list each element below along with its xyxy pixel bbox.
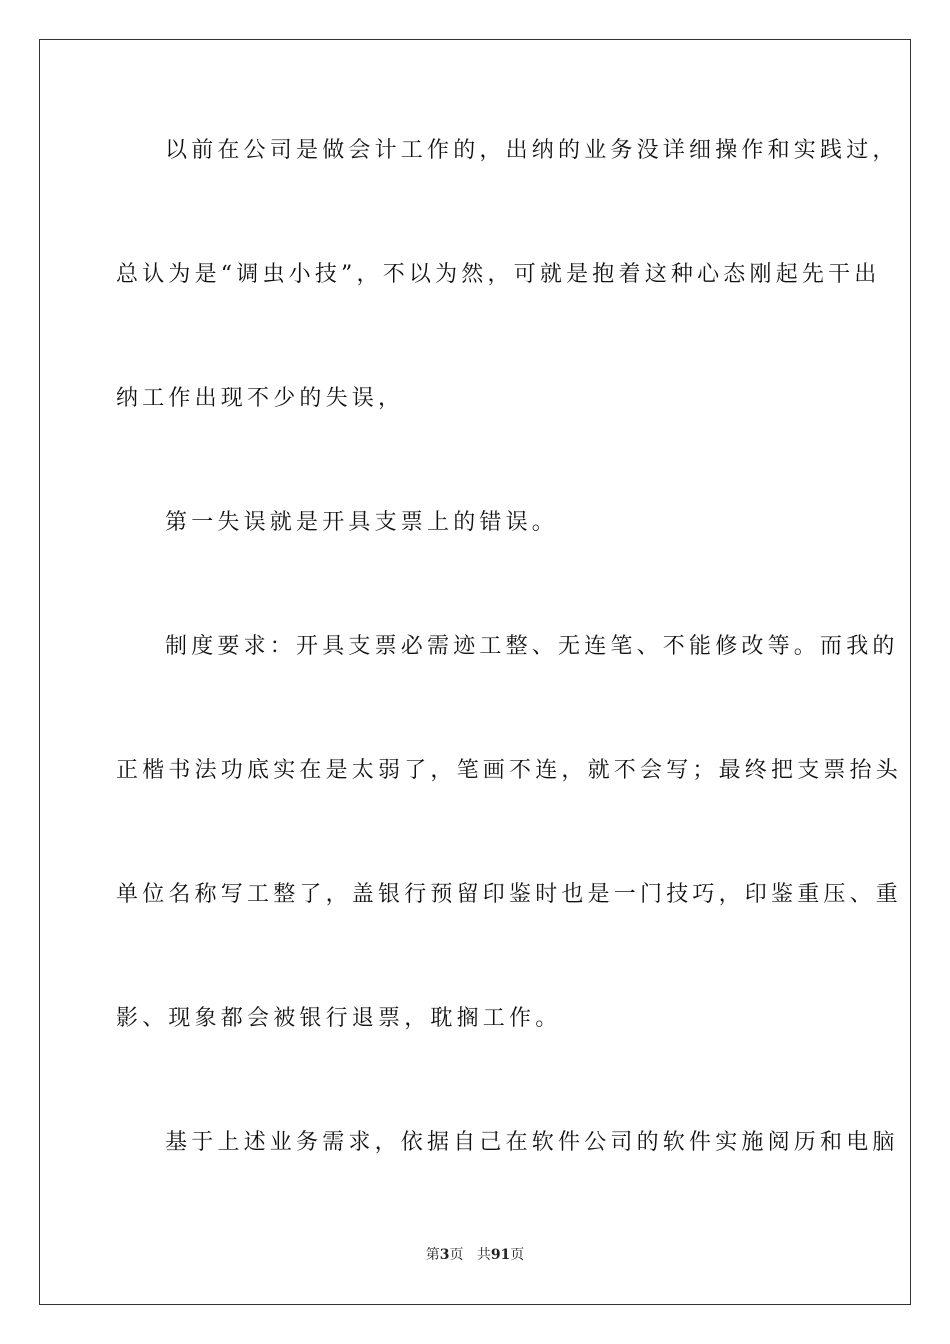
paragraph-3-line-4: 影、现象都会被银行退票，耽搁工作。: [116, 1006, 562, 1031]
paragraph-4-line-1: 基于上述业务需求，依据自己在软件公司的软件实施阅历和电脑: [165, 1130, 899, 1155]
total-prefix: 共: [476, 1247, 491, 1263]
paragraph-3-line-3: 单位名称写工整了，盖银行预留印鉴时也是一门技巧，印鉴重压、重: [116, 882, 903, 907]
paragraph-1-line-1: 以前在公司是做会计工作的，出纳的业务没详细操作和实践过，: [165, 138, 899, 163]
paragraph-1-line-2: 总认为是“调虫小技”，不以为然，可就是抱着这种心态刚起先干出: [116, 262, 881, 287]
paragraph-3-line-1: 制度要求：开具支票必需迹工整、无连笔、不能修改等。而我的: [165, 634, 899, 659]
page-suffix: 页: [449, 1247, 464, 1263]
paragraph-1-line-3: 纳工作出现不少的失误，: [116, 386, 405, 411]
total-suffix: 页: [510, 1247, 525, 1263]
paragraph-2-line-1: 第一失误就是开具支票上的错误。: [165, 510, 559, 535]
paragraph-3-line-2: 正楷书法功底实在是太弱了，笔画不连，就不会写；最终把支票抬头: [116, 758, 903, 783]
page-footer: [0, 1246, 950, 1264]
page-border: [39, 39, 911, 1305]
total-pages: 91: [490, 1247, 511, 1263]
page-number: 3: [439, 1247, 450, 1263]
page-prefix: 第: [425, 1247, 440, 1263]
